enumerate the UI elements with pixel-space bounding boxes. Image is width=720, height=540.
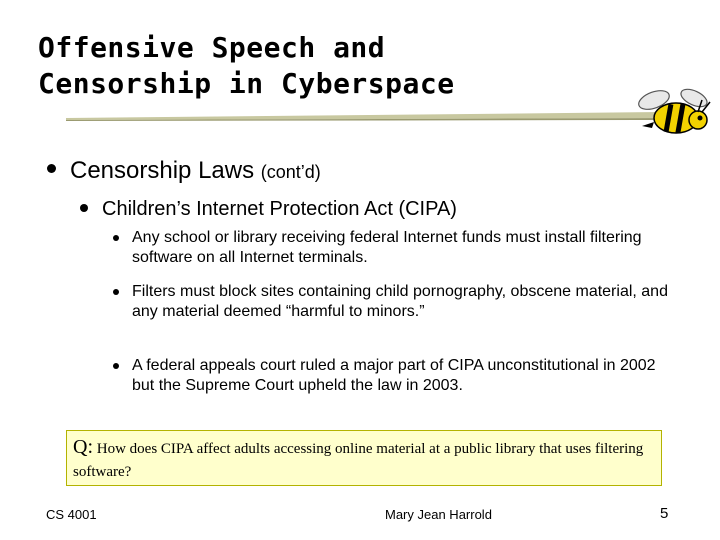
bullet-level-3-item [113, 356, 673, 396]
bullet-dot-icon [80, 204, 88, 212]
footer-course: CS 4001 [46, 507, 97, 522]
slide-title-line-2: Censorship in Cyberspace [38, 67, 455, 100]
question-box [66, 430, 662, 486]
bullet-level-3-text: Any school or library receiving federal Internet funds must install filtering software on all Internet terminals. [132, 229, 642, 266]
bullet-dot-icon [113, 289, 119, 295]
bullet-dot-icon [47, 164, 56, 173]
bullet-level-3-item [113, 282, 673, 322]
bullet-dot-icon [113, 363, 119, 369]
slide-title [38, 30, 598, 102]
yellow-jacket-bee-icon [632, 86, 718, 140]
footer-author: Mary Jean Harrold [385, 507, 492, 522]
bullet-level-1-text: Censorship Laws [70, 157, 255, 184]
bullet-level-2-text: Children’s Internet Protection Act (CIPA) [102, 198, 457, 220]
slide-title-line-1: Offensive Speech and [38, 31, 386, 64]
title-divider [66, 112, 666, 122]
bullet-level-3-item [113, 228, 673, 268]
bullet-dot-icon [113, 235, 119, 241]
bullet-level-1-suffix: (cont’d) [260, 162, 321, 182]
bullet-level-2 [80, 196, 457, 222]
bullet-level-1 [47, 156, 321, 187]
bullet-level-3-text: Filters must block sites containing child pornography, obscene material, and any material deemed “harmful to minors.” [132, 283, 668, 320]
question-text: How does CIPA affect adults accessing online material at a public library that uses filtering software? [73, 441, 644, 480]
page-number: 5 [660, 505, 669, 522]
bullet-level-3-text: A federal appeals court ruled a major part of CIPA unconstitutional in 2002 but the Supreme Court upheld the law in 2003. [132, 357, 656, 394]
question-prefix: Q: [73, 436, 93, 458]
